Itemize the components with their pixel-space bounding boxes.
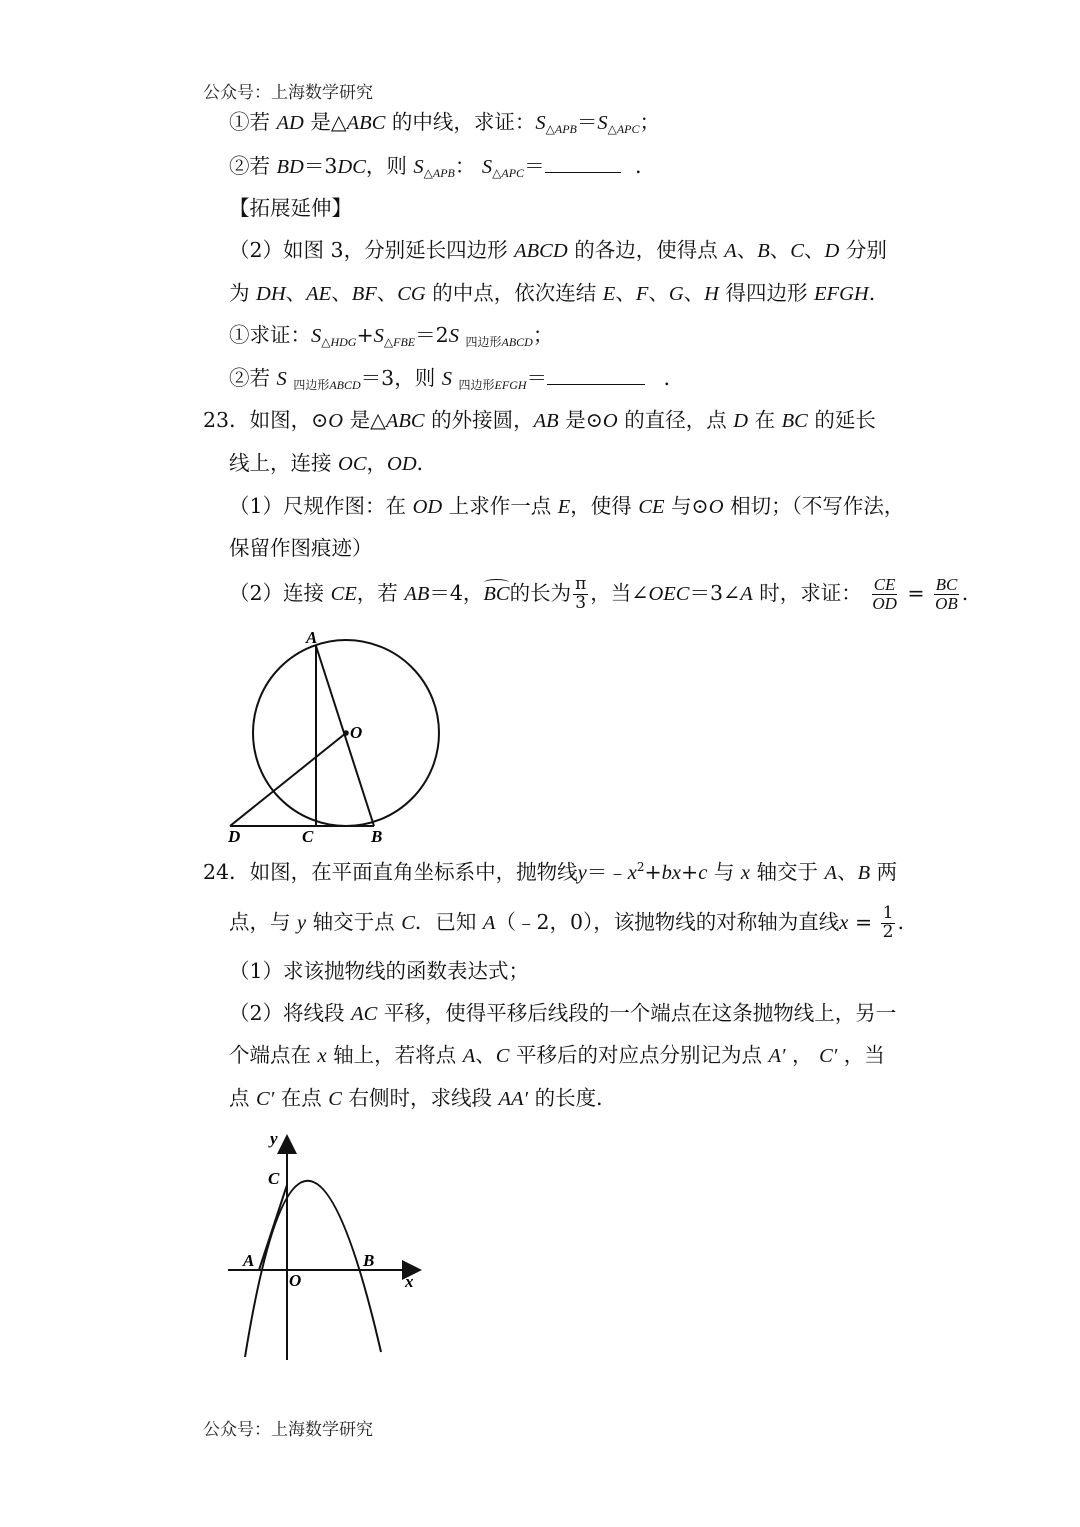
label-o: O [350,723,363,742]
label-a: A [243,1251,255,1270]
q22-item2: ②若 BD＝3DC，则 $S_{\triangle APB}$： $S_{\triangle APC}=$ ． [229,154,656,180]
fraction-pi-3: $\frac{\pi}{3}$ [575,574,587,613]
q24-parabola-figure [222,1128,432,1364]
parabola-curve [245,1181,381,1357]
q23-line1: 23．如图，⊙O 是△ABC 的外接圆，AB 是⊙O 的直径，点 D 在 BC 的延长 [203,408,876,432]
diameter-ab [316,646,374,826]
q24-line6: 点 C′ 在点 C 右侧时，求线段 AA′ 的长度． [229,1086,617,1110]
label-b: B [363,1251,375,1270]
circled-number: ① [229,110,250,134]
segment-do [230,733,346,826]
q22-part2-item2: ②若 S $_{四边形ABCD}$＝3，则 S $_{四边形EFGH}$＝ ． [229,366,685,392]
q22-part2-item1: ①求证：$S_{\triangle HDG}+S_{\triangle FBE}=2S$ $_{四边形ABCD}$； [229,323,554,349]
label-c: C [268,1169,280,1188]
label-y: y [270,1129,278,1148]
q22-item1: ①若 AD 是△ABC 的中线，求证：$S_{\triangle APB}=S_{\triangle APC}$； [229,110,661,136]
q23-line4: 保留作图痕迹） [229,536,373,560]
label-d: D [228,827,241,846]
q24-line1: 24．如图，在平面直角坐标系中，抛物线$y=﹣x^2+bx+c$ 与 x 轴交于 A、B 两 [203,860,898,884]
center-point [343,730,349,736]
answer-blank[interactable] [545,154,621,173]
header-watermark: 公众号：上海数学研究 [203,83,373,103]
fraction-half: $\frac{1}{2}$ [882,903,894,942]
q22-part2-line1: （2）如图 3，分别延长四边形 ABCD 的各边，使得点 A、B、C、D 分别 [229,238,887,262]
label-o: O [289,1271,302,1290]
q22-part2-line2: 为 DH、AE、BF、CG 的中点，依次连结 E、F、G、H 得四边形 EFGH. [229,281,876,305]
section-heading: 【拓展延伸】 [229,196,352,220]
q23-line3: （1）尺规作图：在 OD 上求作一点 E，使得 CE 与⊙O 相切；（不写作法， [229,494,905,518]
q24-line3: （1）求该抛物线的函数表达式； [229,959,530,983]
segment-ac [259,1185,287,1270]
q24-line5: 个端点在 x 轴上，若将点 A、C 平移后的对应点分别记为点 A′ ， C′ ，当 [229,1043,885,1067]
label-c: C [302,827,314,846]
fraction-bc-ob: $\frac{BC}{OB}$ [935,575,958,613]
q23-line5: （2）连接 CE，若 AB＝4，BC的长为 $\frac{\pi}{3}$ ，当∠OEC＝3∠A 时，求证： $\frac{CE}{OD}$ = $\frac{BC}{OB}$ . [229,574,969,613]
q24-line2: 点，与 y 轴交于点 C．已知 A（﹣2，0），该抛物线的对称轴为直线x = $\frac{1}{2}$ . [229,903,905,942]
fraction-ce-od: $\frac{CE}{OD}$ [872,575,897,613]
label-a: A [306,628,318,647]
q23-circle-figure [222,628,452,850]
label-b: B [371,827,383,846]
q23-line2: 线上，连接 OC，OD． [229,451,438,475]
footer-watermark: 公众号：上海数学研究 [203,1420,373,1440]
label-x: x [405,1272,414,1291]
answer-blank[interactable] [547,366,645,385]
arc-bc: BC [483,582,510,605]
q24-line4: （2）将线段 AC 平移，使得平移后线段的一个端点在这条抛物线上，另一 [229,1001,897,1025]
